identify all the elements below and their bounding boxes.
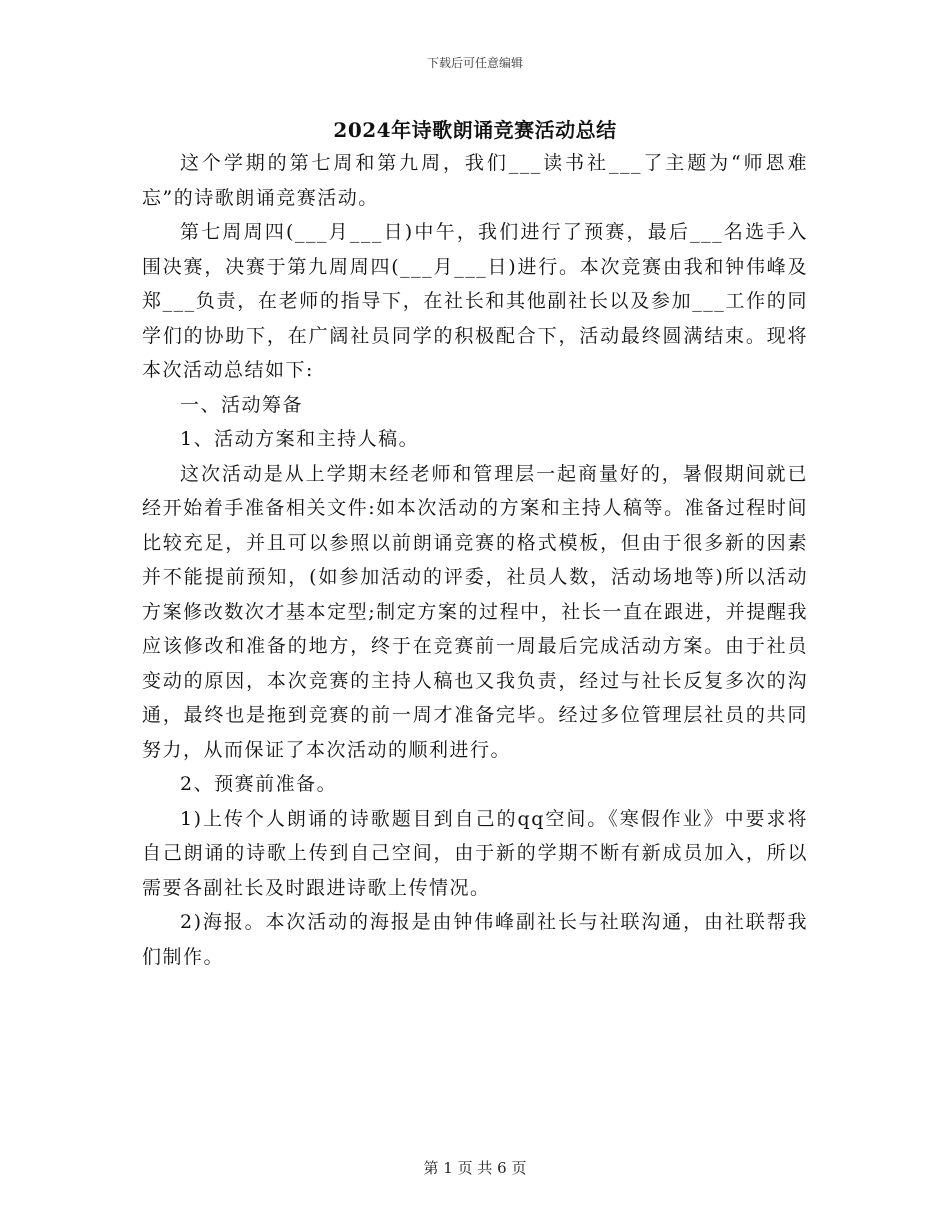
paragraph-qq-upload: 1)上传个人朗诵的诗歌题目到自己的qq空间。《寒假作业》中要求将自己朗诵的诗歌上传到自己空间，由于新的学期不断有新成员加入，所以需要各副社长及时跟进诗歌上传情况。: [142, 807, 808, 899]
page-number: 第 1 页 共 6 页: [423, 1159, 527, 1177]
document-title: 2024年诗歌朗诵竞赛活动总结: [333, 118, 617, 142]
section-heading-preparation: 一、活动筹备: [180, 393, 304, 416]
header-note: 下载后可任意编辑: [426, 56, 523, 70]
paragraph-intro: 这个学期的第七周和第九周，我们___读书社___了主题为“师恩难忘”的诗歌朗诵竞赛活动。: [142, 152, 808, 209]
subheading-plan-and-script: 1、活动方案和主持人稿。: [180, 428, 420, 450]
paragraph-overview: 第七周周四(___月___日)中午，我们进行了预赛，最后___名选手入围决赛，决赛于第九周周四(___月___日)进行。本次竞赛由我和钟伟峰及郑___负责，在老师的指导下，在社长和其他副社长以及参加___工作的同学们的协助下，在广阔社员同学的积极配合下，活动最终圆满结束。现将本次活动总结如下:: [142, 221, 808, 381]
document-body: [142, 146, 808, 974]
paragraph-poster: 2)海报。本次活动的海报是由钟伟峰副社长与社联沟通，由社联帮我们制作。: [142, 911, 808, 968]
subheading-preliminary-prep: 2、预赛前准备。: [180, 773, 338, 795]
paragraph-plan-details: 这次活动是从上学期末经老师和管理层一起商量好的，暑假期间就已经开始着手准备相关文件:如本次活动的方案和主持人稿等。准备过程时间比较充足，并且可以参照以前朗诵竞赛的格式模板，但由于很多新的因素并不能提前预知，(如参加活动的评委，社员人数，活动场地等)所以活动方案修改数次才基本定型;制定方案的过程中，社长一直在跟进，并提醒我应该修改和准备的地方，终于在竞赛前一周最后完成活动方案。由于社员变动的原因，本次竞赛的主持人稿也又我负责，经过与社长反复多次的沟通，最终也是拖到竞赛的前一周才准备完毕。经过多位管理层社员的共同努力，从而保证了本次活动的顺利进行。: [142, 462, 808, 761]
